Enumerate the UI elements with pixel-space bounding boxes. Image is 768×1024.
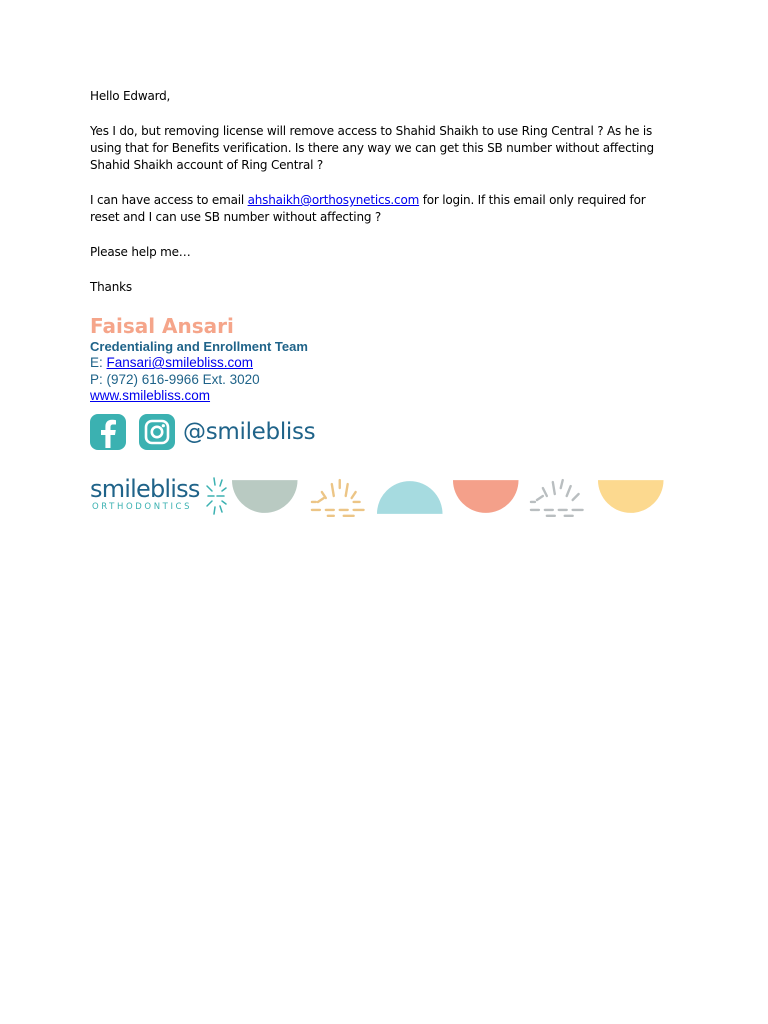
email-signature — [90, 314, 670, 521]
logo-wordmark: smilebliss — [90, 474, 200, 503]
sage-half-circle-shape — [229, 474, 300, 518]
signature-website-link[interactable]: www.smilebliss.com — [90, 388, 211, 403]
social-row — [90, 413, 670, 451]
email-document — [90, 88, 670, 521]
smilebliss-logo — [90, 472, 229, 520]
signature-name: Faisal Ansari — [90, 314, 234, 338]
paragraph-2-after: for login. If this email only required for reset and I can use SB number without affecting ? — [90, 193, 646, 224]
signature-email-prefix: E: — [90, 355, 107, 370]
gold-sunburst-shape — [304, 474, 370, 518]
logo-burst-icon — [202, 474, 230, 518]
signature-phone: P: (972) 616-9966 Ext. 3020 — [90, 371, 260, 387]
signature-team: Credentialing and Enrollment Team — [90, 339, 308, 354]
facebook-icon[interactable] — [90, 414, 126, 450]
coral-half-circle-shape — [450, 474, 521, 518]
body-paragraph-1: Yes I do, but removing license will remove access to Shahid Shaikh to use Ring Central ? As he is using that for Benefits verification. Is there any way we can get this SB number without affecting Shahid Shaikh account of Ring Central ? — [90, 124, 654, 172]
closing: Thanks — [90, 280, 132, 294]
greeting: Hello Edward, — [90, 89, 171, 103]
aqua-half-circle-shape — [374, 474, 445, 518]
logo-subtitle: ORTHODONTICS — [92, 501, 193, 512]
signature-email-link[interactable]: Fansari@smilebliss.com — [106, 355, 253, 370]
yellow-half-circle-shape — [595, 474, 666, 518]
brand-banner — [90, 471, 670, 521]
email-link[interactable]: ahshaikh@orthosynetics.com — [247, 193, 420, 207]
instagram-icon[interactable] — [139, 414, 175, 450]
signature-email-line — [90, 355, 670, 372]
signature-website-line — [90, 388, 670, 405]
body-paragraph-3: Please help me… — [90, 245, 191, 259]
body-paragraph-2 — [90, 192, 670, 226]
social-handle: @smilebliss — [183, 418, 316, 445]
grey-sunburst-shape — [525, 474, 591, 518]
paragraph-2-before: I can have access to email — [90, 193, 248, 207]
